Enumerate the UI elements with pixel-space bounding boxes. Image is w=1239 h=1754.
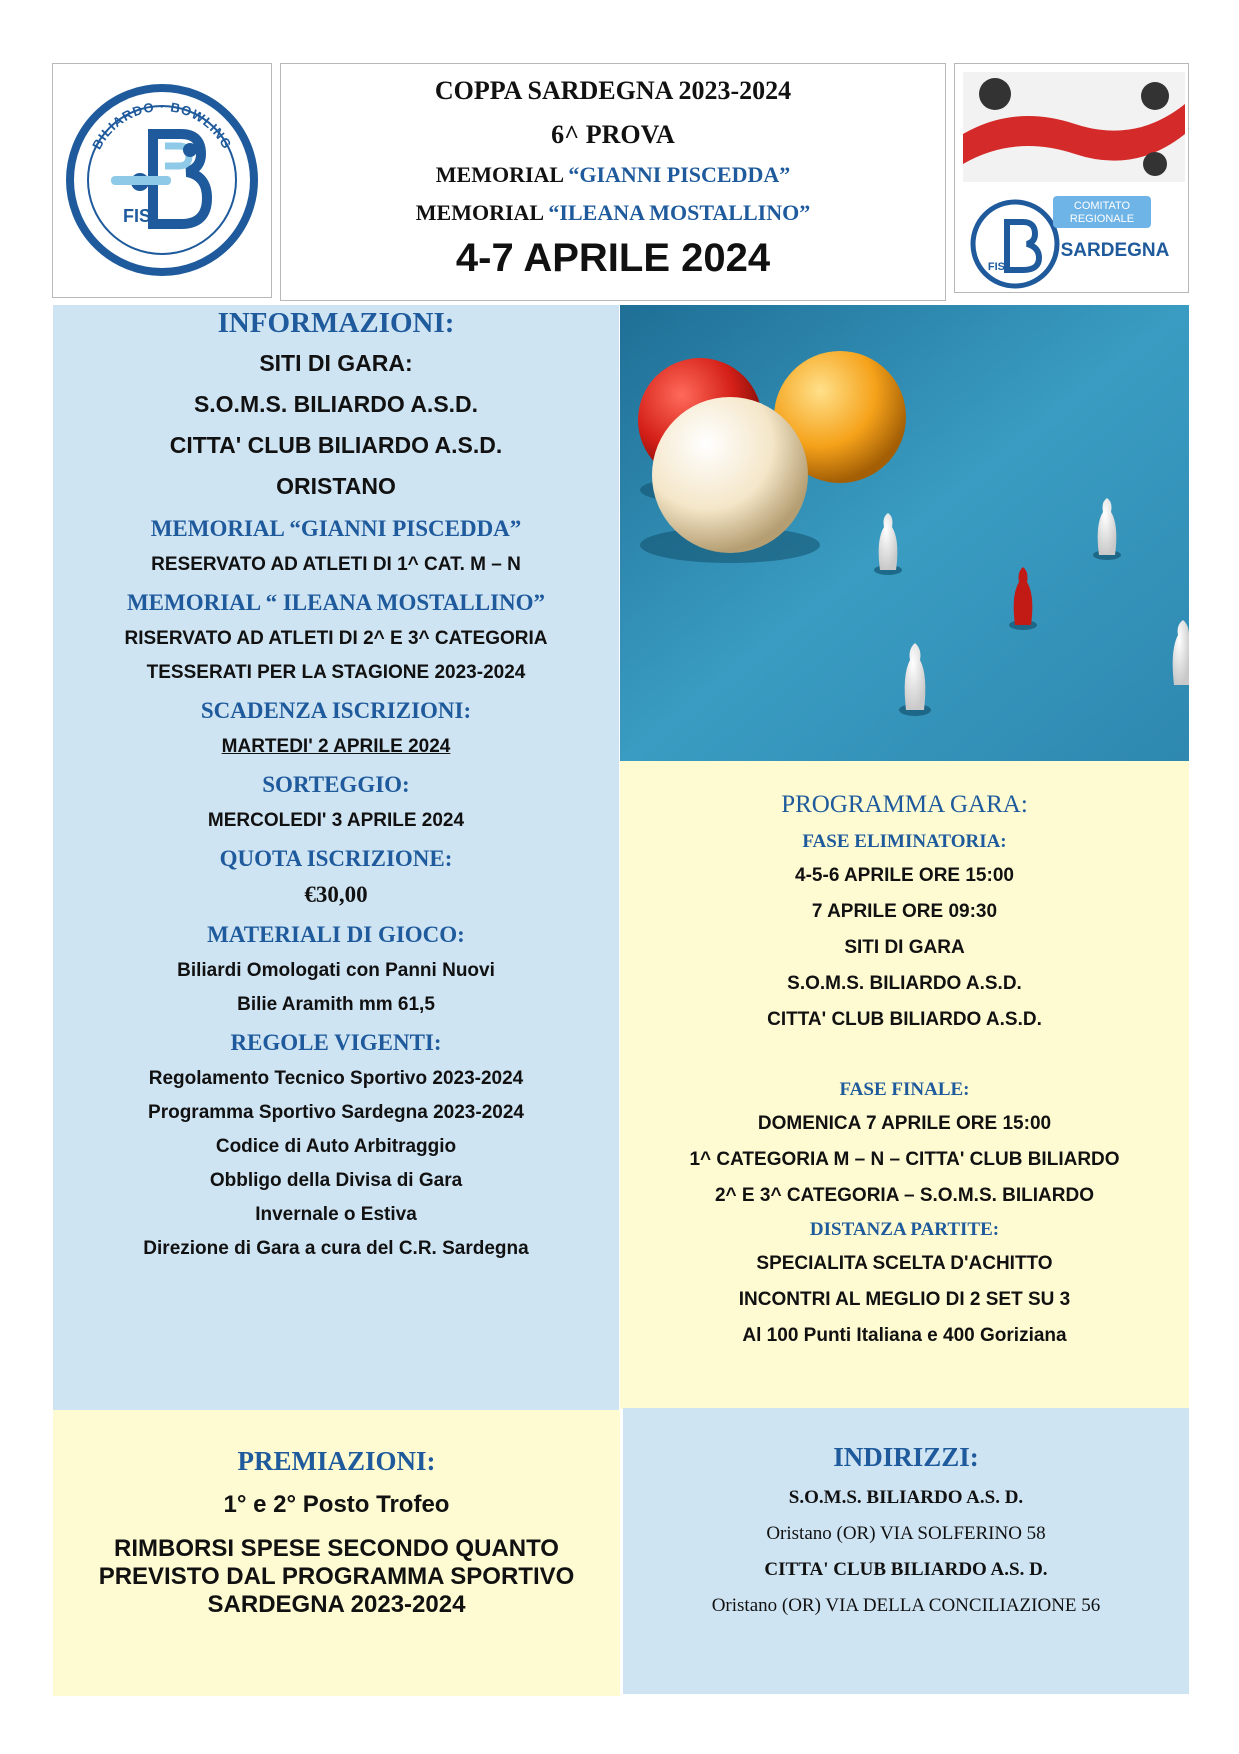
site-1: S.O.M.S. BILIARDO A.S.D. (193, 391, 479, 417)
rule-item: Invernale o Estiva (255, 1204, 417, 1225)
memorial-1-heading: MEMORIAL “GIANNI PISCEDDA” (150, 516, 522, 541)
distance-line-1: SPECIALITA SCELTA D'ACHITTO (756, 1253, 1053, 1274)
awards-line-2: RIMBORSI SPESE SECONDO QUANTO (114, 1535, 559, 1562)
awards-panel (53, 1410, 620, 1696)
awards-line-3: PREVISTO DAL PROGRAMMA SPORTIVO (98, 1563, 575, 1590)
round-title: 6^ PROVA (551, 120, 675, 149)
info-title: INFORMAZIONI: (217, 307, 455, 339)
elimination-line-1: 4-5-6 APRILE ORE 15:00 (795, 865, 1014, 886)
city: ORISTANO (276, 473, 396, 499)
distance-heading: DISTANZA PARTITE: (809, 1219, 1000, 1240)
badge-line-1: COMITATO (1073, 200, 1131, 212)
distance-line-3: Al 100 Punti Italiana e 400 Goriziana (742, 1325, 1067, 1346)
address-panel (623, 1408, 1189, 1694)
memorial-2-note-1: RISERVATO AD ATLETI DI 2^ E 3^ CATEGORIA (124, 628, 548, 649)
elimination-line-3: SITI DI GARA (844, 937, 965, 958)
site-2: CITTA' CLUB BILIARDO A.S.D. (169, 432, 503, 458)
logo-fis-text: FIS (122, 206, 151, 226)
fis-logo-left (52, 63, 272, 298)
materials-heading: MATERIALI DI GIOCO: (207, 922, 465, 947)
club-2-name: CITTA' CLUB BILIARDO A.S. D. (764, 1559, 1048, 1580)
badge-line-2: REGIONALE (1069, 213, 1135, 225)
region-name: SARDEGNA (1060, 240, 1170, 261)
final-heading: FASE FINALE: (839, 1079, 970, 1100)
deadline-heading: SCADENZA ISCRIZIONI: (200, 698, 472, 723)
final-line-2: 1^ CATEGORIA M – N – CITTA' CLUB BILIARDO (689, 1149, 1120, 1170)
club-1-address: Oristano (OR) VIA SOLFERINO 58 (766, 1523, 1046, 1544)
rule-item: Obbligo della Divisa di Gara (209, 1170, 463, 1191)
addresses-title: INDIRIZZI: (833, 1442, 979, 1472)
rules-heading: REGOLE VIGENTI: (230, 1030, 442, 1055)
fee-heading: QUOTA ISCRIZIONE: (219, 846, 453, 871)
regional-committee-logo (954, 63, 1189, 293)
memorial-2-note-2: TESSERATI PER LA STAGIONE 2023-2024 (146, 662, 526, 683)
cup-title: COPPA SARDEGNA 2023-2024 (434, 76, 792, 105)
sardinia-flag-logo (955, 64, 1188, 292)
memorial-1-title (281, 162, 945, 188)
fee-amount: €30,00 (304, 882, 368, 907)
memorial-1-note: RESERVATO AD ATLETI DI 1^ CAT. M – N (151, 554, 521, 575)
memorial-1-prefix: MEMORIAL (435, 162, 569, 187)
materials-line-1: Biliardi Omologati con Panni Nuovi (177, 960, 495, 981)
program-panel (620, 761, 1189, 1409)
distance-line-2: INCONTRI AL MEGLIO DI 2 SET SU 3 (738, 1289, 1071, 1310)
fis-billiards-bowling-logo (53, 64, 271, 297)
club-1-name: S.O.M.S. BILIARDO A.S. D. (788, 1487, 1024, 1508)
elimination-line-5: CITTA' CLUB BILIARDO A.S.D. (767, 1009, 1042, 1030)
event-dates: 4-7 APRILE 2024 (455, 236, 771, 280)
memorial-2-title (281, 200, 945, 226)
memorial-2-prefix: MEMORIAL (415, 200, 549, 225)
sites-label: SITI DI GARA: (259, 350, 413, 376)
final-line-1: DOMENICA 7 APRILE ORE 15:00 (757, 1113, 1052, 1134)
final-line-3: 2^ E 3^ CATEGORIA – S.O.M.S. BILIARDO (714, 1185, 1095, 1206)
info-panel (53, 305, 619, 1410)
draw-heading: SORTEGGIO: (262, 772, 410, 797)
right-logo-fis-text: FIS (987, 261, 1005, 273)
elimination-line-2: 7 APRILE ORE 09:30 (811, 901, 998, 922)
memorial-2-heading: MEMORIAL “ ILEANA MOSTALLINO” (126, 590, 546, 615)
rule-item: Codice di Auto Arbitraggio (215, 1136, 457, 1157)
deadline-date: MARTEDI' 2 APRILE 2024 (221, 736, 451, 757)
rule-item: Programma Sportivo Sardegna 2023-2024 (148, 1102, 524, 1123)
billiard-table-illustration (620, 305, 1189, 761)
memorial-2-name: “ILEANA MOSTALLINO” (548, 200, 811, 225)
logo-ring-text: BILIARDO · BOWLING (89, 98, 235, 152)
awards-line-4: SARDEGNA 2023-2024 (207, 1591, 466, 1618)
awards-title: PREMIAZIONI: (237, 1446, 436, 1476)
elimination-heading: FASE ELIMINATORIA: (802, 831, 1007, 852)
draw-date: MERCOLEDI' 3 APRILE 2024 (207, 810, 465, 831)
billiard-balls-photo (620, 305, 1189, 761)
materials-line-2: Bilie Aramith mm 61,5 (237, 994, 435, 1015)
program-title: PROGRAMMA GARA: (781, 791, 1028, 818)
club-2-address: Oristano (OR) VIA DELLA CONCILIAZIONE 56 (711, 1595, 1101, 1616)
rule-item: Direzione di Gara a cura del C.R. Sardegna (143, 1238, 529, 1259)
memorial-1-name: “GIANNI PISCEDDA” (568, 162, 791, 187)
rule-item: Regolamento Tecnico Sportivo 2023-2024 (148, 1068, 524, 1089)
awards-line-1: 1° e 2° Posto Trofeo (223, 1491, 450, 1518)
elimination-line-4: S.O.M.S. BILIARDO A.S.D. (787, 973, 1022, 994)
event-header (280, 63, 946, 301)
